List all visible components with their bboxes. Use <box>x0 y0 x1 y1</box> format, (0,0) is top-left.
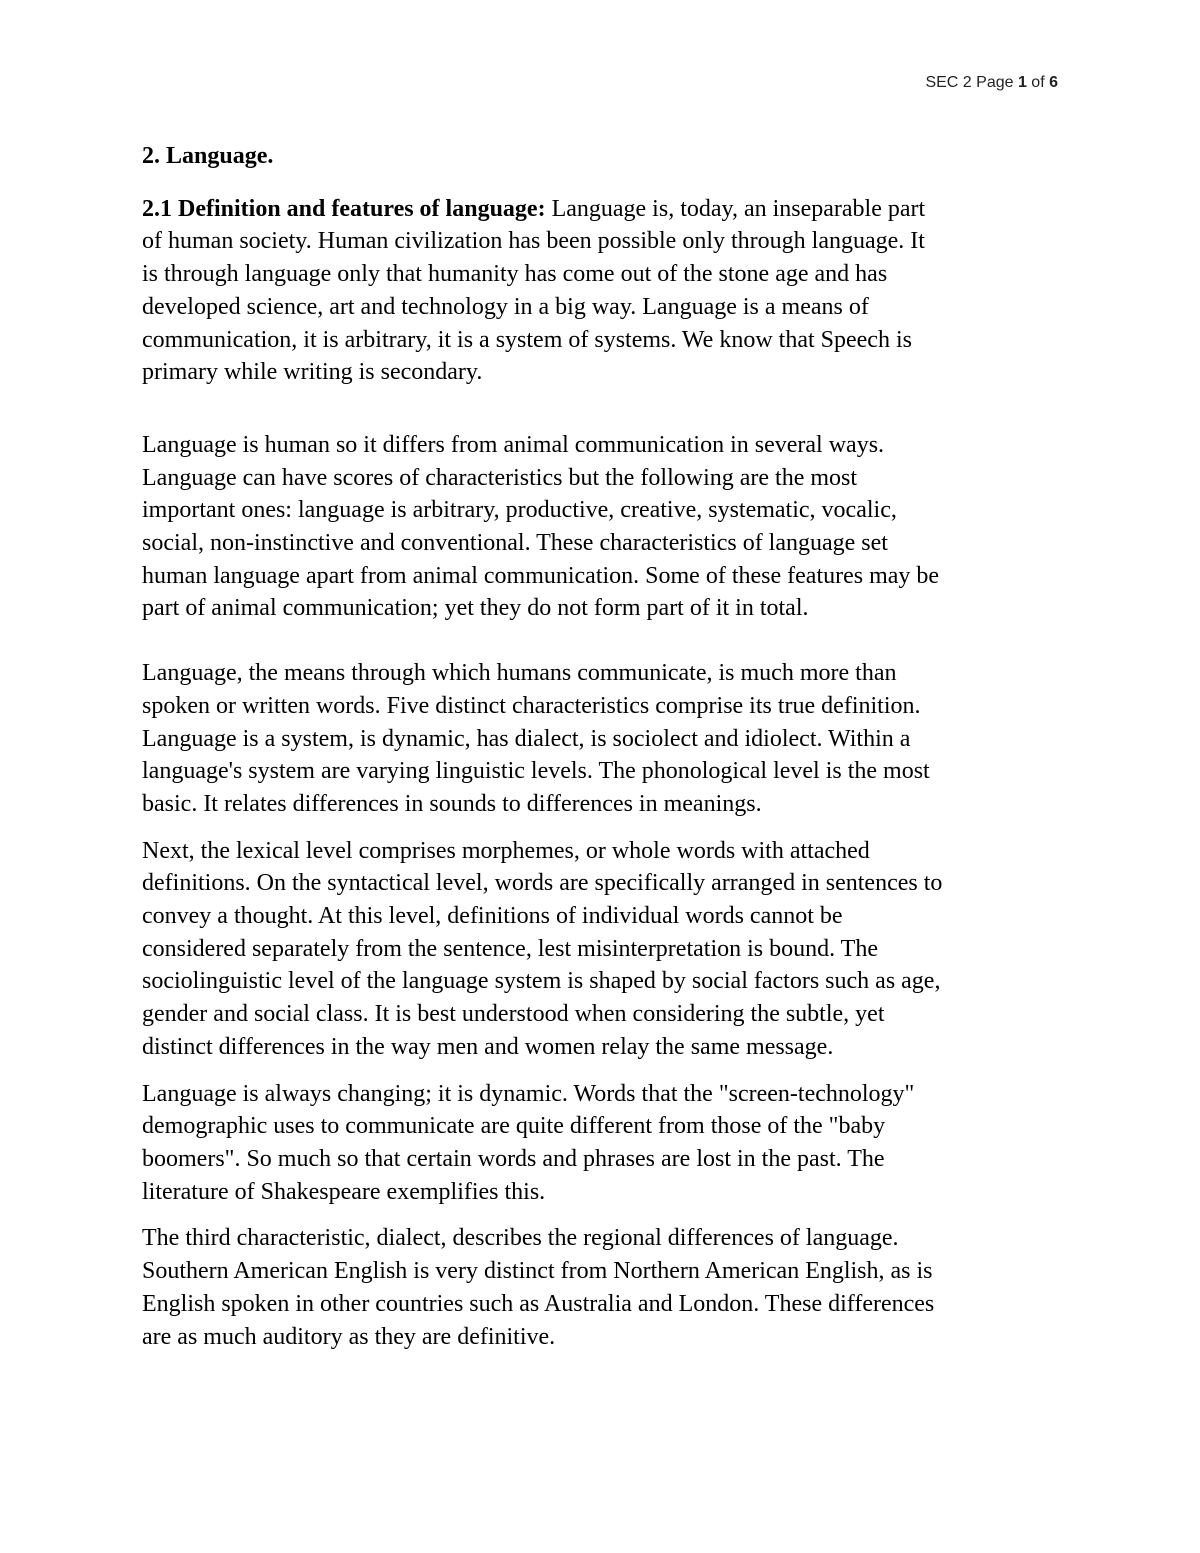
text-line: literature of Shakespeare exemplifies this. <box>142 1178 546 1205</box>
text-line: developed science, art and technology in a big way. Language is a means of <box>142 293 869 320</box>
text-line: basic. It relates differences in sounds to differences in meanings. <box>142 790 762 817</box>
text-line: Language is a system, is dynamic, has dialect, is sociolect and idiolect. Within a <box>142 725 911 752</box>
text-line: part of animal communication; yet they do not form part of it in total. <box>142 595 809 622</box>
paragraph-dynamic <box>142 1078 1060 1209</box>
text-line: considered separately from the sentence, lest misinterpretation is bound. The <box>142 935 878 962</box>
text-line: convey a thought. At this level, definitions of individual words cannot be <box>142 903 843 930</box>
text-line: Language can have scores of characteristics but the following are the most <box>142 464 858 491</box>
header-page-number: 1 <box>1017 74 1027 91</box>
text-line: Language is, today, an inseparable part <box>545 195 926 222</box>
document-body <box>142 140 1060 1367</box>
text-line: distinct differences in the way men and women relay the same message. <box>142 1033 834 1060</box>
header-of: of <box>1026 74 1050 91</box>
header-prefix: SEC 2 Page <box>925 74 1018 91</box>
text-line: of human society. Human civilization has been possible only through language. It <box>142 228 925 255</box>
text-line: social, non-instinctive and conventional. These characteristics of language set <box>142 530 888 557</box>
text-line: is through language only that humanity has come out of the stone age and has <box>142 261 888 288</box>
text-line: human language apart from animal communication. Some of these features may be <box>142 562 940 589</box>
paragraph-dialect <box>142 1222 1060 1353</box>
text-line: boomers". So much so that certain words and phrases are lost in the past. The <box>142 1145 885 1172</box>
text-line: important ones: language is arbitrary, productive, creative, systematic, vocalic, <box>142 497 897 524</box>
text-line: spoken or written words. Five distinct characteristics comprise its true definition. <box>142 692 921 719</box>
text-line: primary while writing is secondary. <box>142 359 483 386</box>
text-line: language's system are varying linguistic levels. The phonological level is the most <box>142 758 930 785</box>
page-header <box>925 74 1058 92</box>
paragraph-characteristics <box>142 429 1060 625</box>
text-line: are as much auditory as they are definitive. <box>142 1323 556 1350</box>
text-line: gender and social class. It is best understood when considering the subtle, yet <box>142 1001 885 1028</box>
text-line: Southern American English is very distinct from Northern American English, as is <box>142 1258 933 1285</box>
text-line: The third characteristic, dialect, describes the regional differences of language. <box>142 1225 899 1252</box>
text-line: Language is human so it differs from animal communication in several ways. <box>142 431 885 458</box>
text-line: Language is always changing; it is dynamic. Words that the "screen-technology" <box>142 1080 915 1107</box>
text-line: Language, the means through which humans communicate, is much more than <box>142 660 897 687</box>
page-title: 2. Language. <box>142 143 274 169</box>
text-line: sociolinguistic level of the language system is shaped by social factors such as age, <box>142 968 941 995</box>
text-line: communication, it is arbitrary, it is a system of systems. We know that Speech is <box>142 326 912 353</box>
header-page-total: 6 <box>1049 74 1058 91</box>
paragraph-lexical <box>142 835 1060 1064</box>
text-line: English spoken in other countries such as Australia and London. These differences <box>142 1290 935 1317</box>
paragraph-system <box>142 657 1060 821</box>
text-line: Next, the lexical level comprises morphemes, or whole words with attached <box>142 837 870 864</box>
text-line: demographic uses to communicate are quite different from those of the "baby <box>142 1113 886 1140</box>
paragraph-definition <box>142 193 1060 389</box>
text-line: definitions. On the syntactical level, words are specifically arranged in sentences to <box>142 870 943 897</box>
section-subheading: 2.1 Definition and features of language: <box>142 195 546 222</box>
